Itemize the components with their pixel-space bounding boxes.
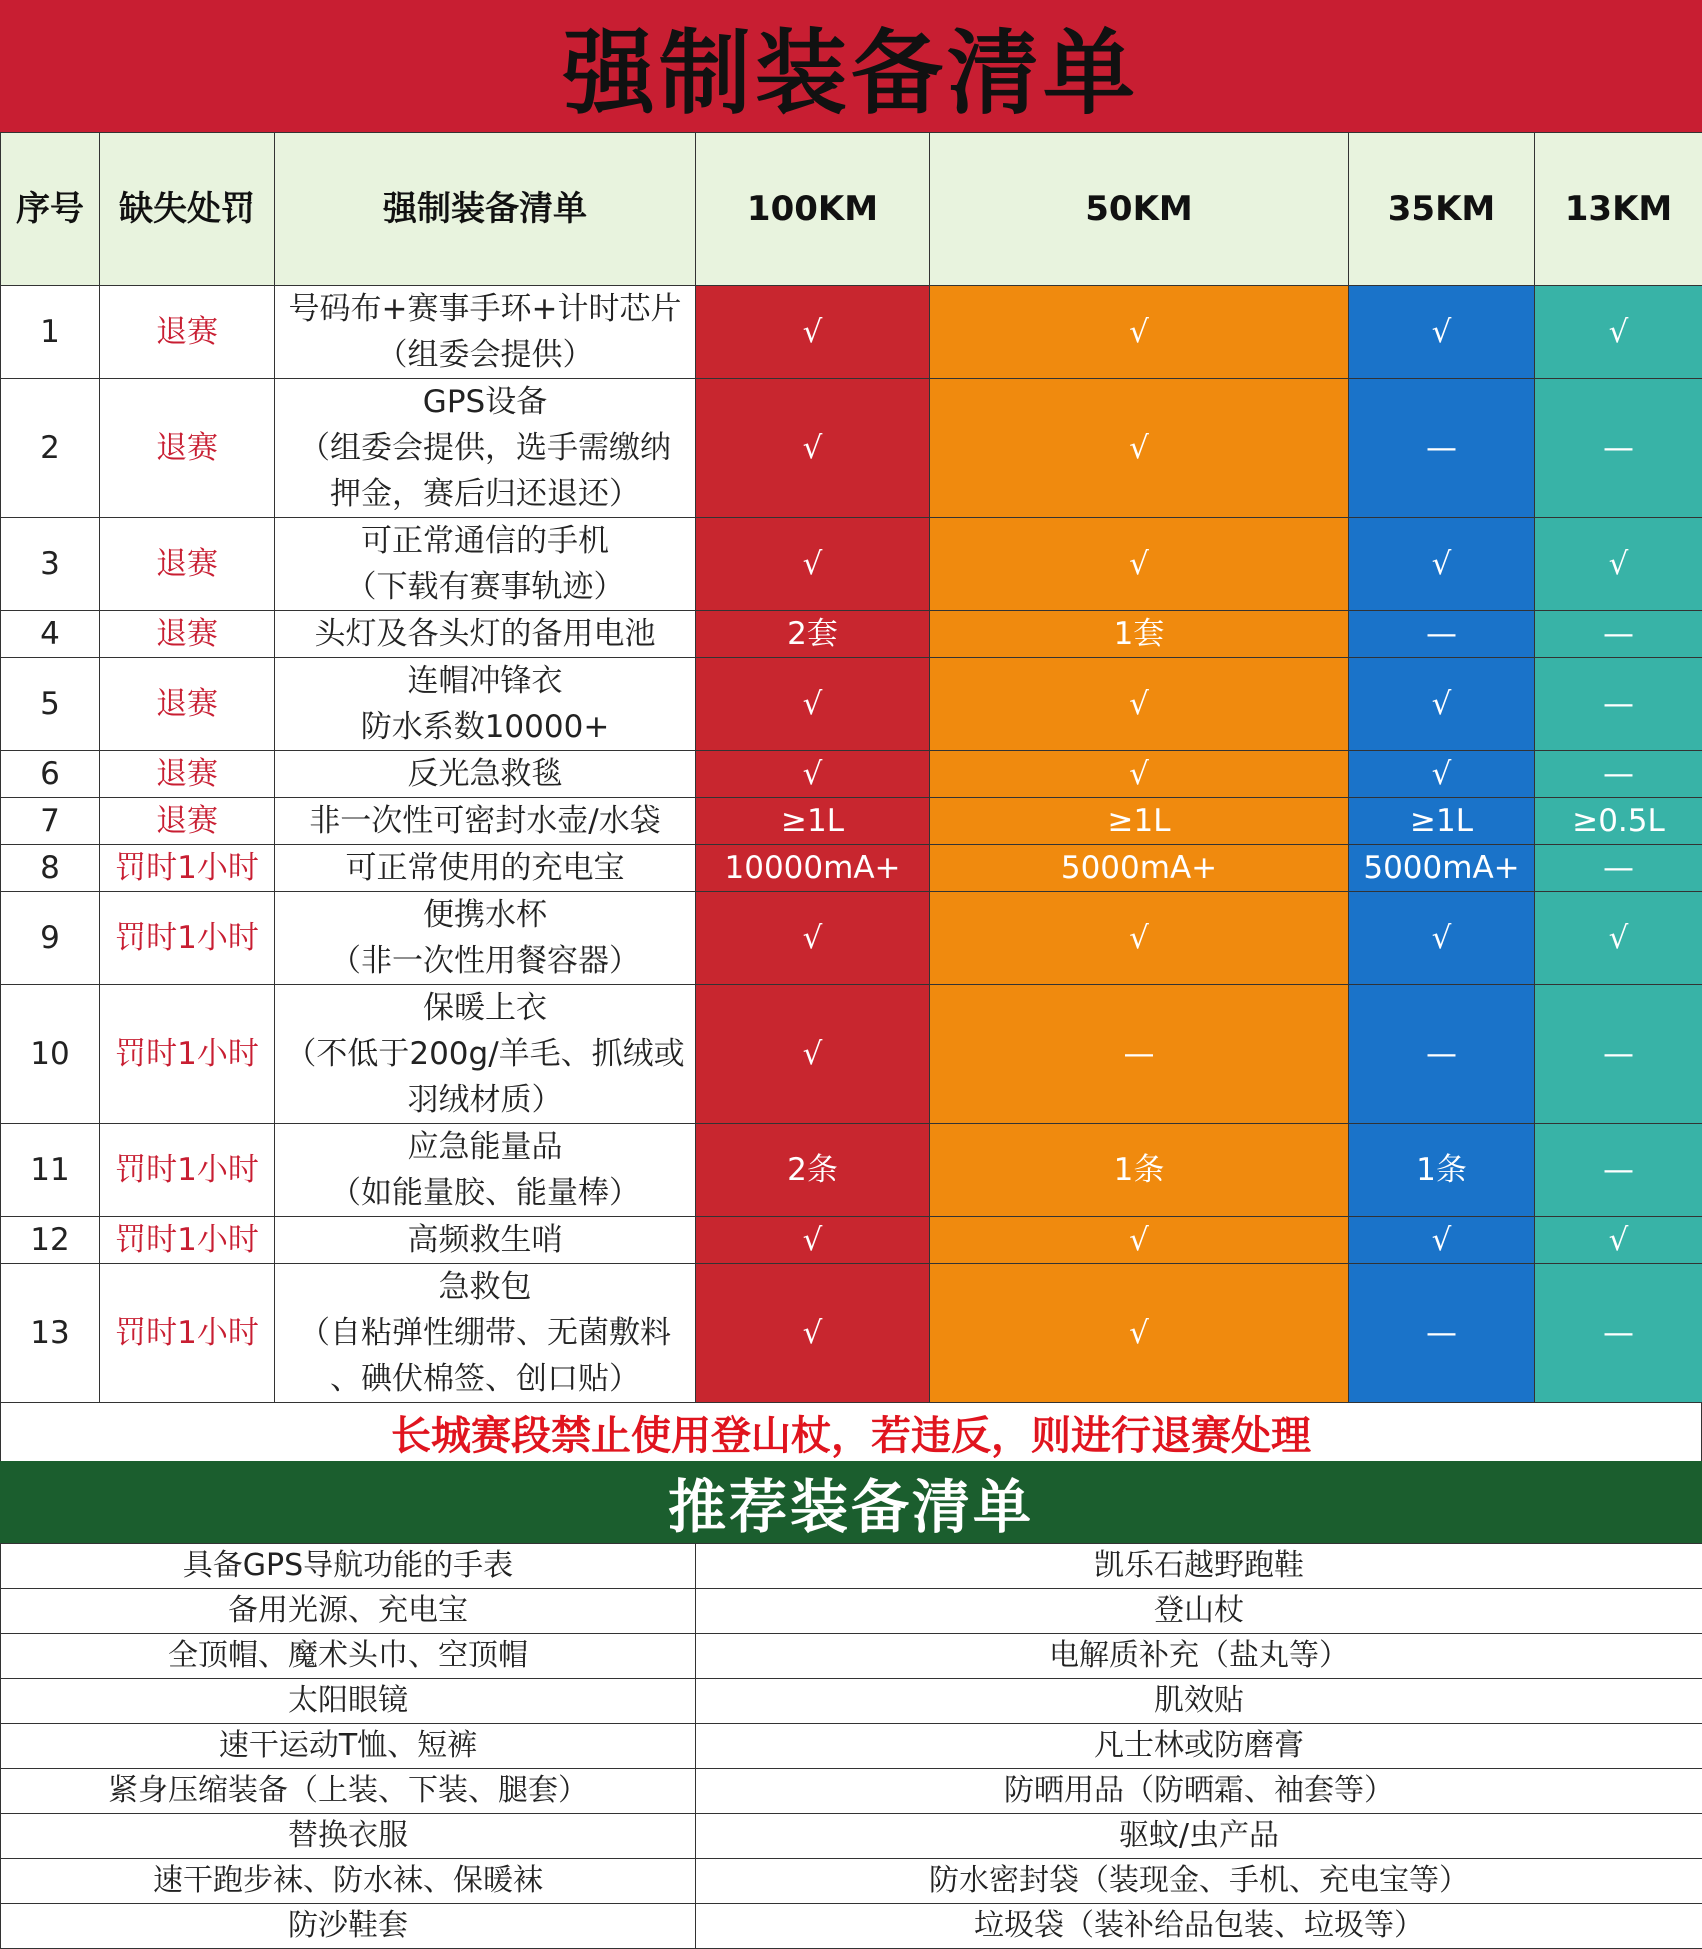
row-50km-value: √ [930,518,1349,611]
row-100km-value: 2条 [696,1124,930,1217]
row-100km-value: 2套 [696,611,930,658]
row-penalty: 罚时1小时 [100,1217,275,1264]
recommended-item-right: 防晒用品（防晒霜、袖套等） [696,1769,1702,1814]
recommended-item-left: 太阳眼镜 [1,1679,696,1724]
row-equipment: 反光急救毯 [275,751,696,798]
row-35km-value: √ [1349,658,1535,751]
header-100km: 100KM [696,133,930,286]
recommended-equipment-table [0,1543,1702,1949]
row-penalty: 退赛 [100,518,275,611]
header-equipment: 强制装备清单 [275,133,696,286]
recommended-row [1,1769,1702,1814]
row-50km-value: √ [930,658,1349,751]
row-penalty: 退赛 [100,286,275,379]
recommended-item-right: 登山杖 [696,1589,1702,1634]
row-35km-value: ≥1L [1349,798,1535,845]
table-row [1,798,1702,845]
page-title: 强制装备清单 [0,0,1702,132]
table-row [1,379,1702,518]
recommended-item-left: 全顶帽、魔术头巾、空顶帽 [1,1634,696,1679]
row-index: 13 [1,1264,100,1403]
recommended-item-left: 紧身压缩装备（上装、下装、腿套） [1,1769,696,1814]
row-50km-value: √ [930,1217,1349,1264]
row-35km-value: — [1349,379,1535,518]
row-13km-value: — [1535,751,1702,798]
row-50km-value: √ [930,892,1349,985]
mandatory-equipment-table [0,132,1702,1403]
row-equipment: 连帽冲锋衣 防水系数10000+ [275,658,696,751]
row-50km-value: — [930,985,1349,1124]
recommended-row [1,1904,1702,1949]
row-50km-value: 5000mA+ [930,845,1349,892]
row-penalty: 退赛 [100,658,275,751]
row-100km-value: √ [696,985,930,1124]
row-13km-value: — [1535,1124,1702,1217]
row-13km-value: — [1535,611,1702,658]
recommended-row [1,1724,1702,1769]
row-50km-value: ≥1L [930,798,1349,845]
row-equipment: 便携水杯 （非一次性用餐容器） [275,892,696,985]
row-index: 6 [1,751,100,798]
row-13km-value: √ [1535,892,1702,985]
table-row [1,892,1702,985]
table-row [1,518,1702,611]
row-penalty: 罚时1小时 [100,1124,275,1217]
row-35km-value: √ [1349,892,1535,985]
row-index: 12 [1,1217,100,1264]
row-penalty: 罚时1小时 [100,845,275,892]
row-100km-value: √ [696,751,930,798]
row-35km-value: — [1349,611,1535,658]
row-13km-value: √ [1535,286,1702,379]
recommended-item-right: 电解质补充（盐丸等） [696,1634,1702,1679]
header-13km: 13KM [1535,133,1702,286]
row-equipment: 头灯及各头灯的备用电池 [275,611,696,658]
table-header-row [1,133,1702,286]
row-50km-value: 1条 [930,1124,1349,1217]
recommended-row [1,1589,1702,1634]
table-row [1,611,1702,658]
row-index: 8 [1,845,100,892]
row-13km-value: — [1535,1264,1702,1403]
table-row [1,751,1702,798]
row-index: 7 [1,798,100,845]
recommended-item-left: 速干运动T恤、短裤 [1,1724,696,1769]
table-row [1,1264,1702,1403]
row-index: 11 [1,1124,100,1217]
row-50km-value: √ [930,1264,1349,1403]
row-equipment: 非一次性可密封水壶/水袋 [275,798,696,845]
row-13km-value: — [1535,658,1702,751]
header-35km: 35KM [1349,133,1535,286]
row-100km-value: √ [696,1217,930,1264]
row-50km-value: 1套 [930,611,1349,658]
row-13km-value: √ [1535,1217,1702,1264]
table-row [1,658,1702,751]
row-100km-value: 10000mA+ [696,845,930,892]
row-equipment: 可正常通信的手机 （下载有赛事轨迹） [275,518,696,611]
row-13km-value: — [1535,985,1702,1124]
row-35km-value: — [1349,1264,1535,1403]
recommended-item-left: 备用光源、充电宝 [1,1589,696,1634]
recommended-item-left: 速干跑步袜、防水袜、保暖袜 [1,1859,696,1904]
table-row [1,985,1702,1124]
recommended-row [1,1634,1702,1679]
recommended-row [1,1679,1702,1724]
row-penalty: 退赛 [100,751,275,798]
row-50km-value: √ [930,286,1349,379]
recommended-item-right: 垃圾袋（装补给品包装、垃圾等） [696,1904,1702,1949]
recommended-row [1,1859,1702,1904]
row-35km-value: √ [1349,1217,1535,1264]
row-100km-value: √ [696,286,930,379]
recommended-item-right: 凡士林或防磨膏 [696,1724,1702,1769]
row-index: 4 [1,611,100,658]
row-penalty: 退赛 [100,379,275,518]
recommended-row [1,1544,1702,1589]
row-index: 1 [1,286,100,379]
row-index: 2 [1,379,100,518]
row-50km-value: √ [930,751,1349,798]
row-equipment: 急救包 （自粘弹性绷带、无菌敷料 、碘伏棉签、创口贴） [275,1264,696,1403]
recommended-item-right: 凯乐石越野跑鞋 [696,1544,1702,1589]
recommended-item-left: 防沙鞋套 [1,1904,696,1949]
table-row [1,1124,1702,1217]
row-100km-value: √ [696,379,930,518]
header-penalty: 缺失处罚 [100,133,275,286]
row-index: 3 [1,518,100,611]
row-50km-value: √ [930,379,1349,518]
row-35km-value: — [1349,985,1535,1124]
recommended-title: 推荐装备清单 [0,1461,1702,1543]
row-equipment: 可正常使用的充电宝 [275,845,696,892]
recommended-item-left: 具备GPS导航功能的手表 [1,1544,696,1589]
header-index: 序号 [1,133,100,286]
row-index: 9 [1,892,100,985]
row-35km-value: 5000mA+ [1349,845,1535,892]
row-100km-value: ≥1L [696,798,930,845]
row-100km-value: √ [696,518,930,611]
trekking-pole-notice: 长城赛段禁止使用登山杖，若违反，则进行退赛处理 [0,1403,1702,1461]
table-row [1,845,1702,892]
row-35km-value: √ [1349,518,1535,611]
header-50km: 50KM [930,133,1349,286]
row-equipment: 应急能量品 （如能量胶、能量棒） [275,1124,696,1217]
row-index: 10 [1,985,100,1124]
recommended-row [1,1814,1702,1859]
table-row [1,286,1702,379]
row-100km-value: √ [696,658,930,751]
row-index: 5 [1,658,100,751]
row-13km-value: — [1535,845,1702,892]
row-13km-value: √ [1535,518,1702,611]
table-row [1,1217,1702,1264]
row-penalty: 罚时1小时 [100,1264,275,1403]
row-equipment: 高频救生哨 [275,1217,696,1264]
row-35km-value: 1条 [1349,1124,1535,1217]
row-penalty: 罚时1小时 [100,892,275,985]
row-100km-value: √ [696,1264,930,1403]
row-penalty: 退赛 [100,611,275,658]
row-penalty: 罚时1小时 [100,985,275,1124]
recommended-item-right: 驱蚊/虫产品 [696,1814,1702,1859]
row-35km-value: √ [1349,286,1535,379]
row-13km-value: — [1535,379,1702,518]
recommended-item-right: 肌效贴 [696,1679,1702,1724]
row-100km-value: √ [696,892,930,985]
recommended-item-left: 替换衣服 [1,1814,696,1859]
recommended-item-right: 防水密封袋（装现金、手机、充电宝等） [696,1859,1702,1904]
row-penalty: 退赛 [100,798,275,845]
row-equipment: 保暖上衣 （不低于200g/羊毛、抓绒或 羽绒材质） [275,985,696,1124]
row-35km-value: √ [1349,751,1535,798]
row-equipment: 号码布+赛事手环+计时芯片 （组委会提供） [275,286,696,379]
row-equipment: GPS设备 （组委会提供，选手需缴纳 押金，赛后归还退还） [275,379,696,518]
row-13km-value: ≥0.5L [1535,798,1702,845]
